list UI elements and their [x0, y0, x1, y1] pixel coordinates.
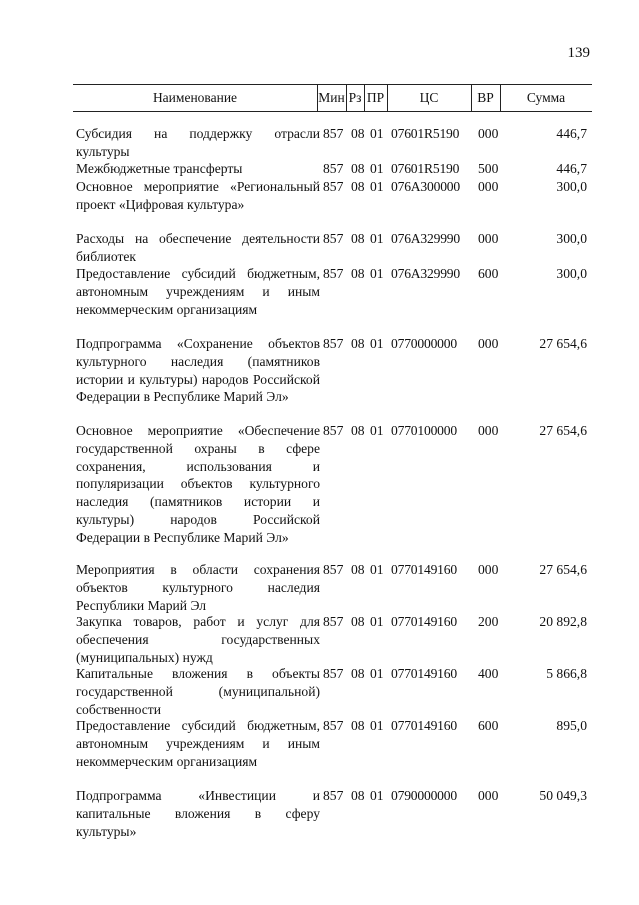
row-rz: 08: [351, 126, 365, 141]
row-rz: 08: [351, 266, 365, 281]
row-vr: 000: [478, 336, 499, 351]
row-rz: 08: [351, 718, 365, 733]
row-pr: 01: [370, 126, 384, 141]
row-pr: 01: [370, 562, 384, 577]
row-sum: 446,7: [556, 161, 587, 176]
row-min: 857: [323, 231, 344, 246]
row-cs: 0770149160: [391, 666, 457, 681]
row-name: Капитальные вложения в объекты государственной (муниципальной) собственности: [76, 666, 320, 717]
row-rz: 08: [351, 614, 365, 629]
row-vr: 200: [478, 614, 499, 629]
row-vr: 500: [478, 161, 499, 176]
row-cs: 0770149160: [391, 718, 457, 733]
row-vr: 600: [478, 718, 499, 733]
row-cs: 07601R5190: [391, 161, 460, 176]
row-min: 857: [323, 423, 344, 438]
row-vr: 000: [478, 179, 499, 194]
row-pr: 01: [370, 161, 384, 176]
row-sum: 5 866,8: [546, 666, 587, 681]
row-sum: 300,0: [556, 179, 587, 194]
row-pr: 01: [370, 179, 384, 194]
row-min: 857: [323, 179, 344, 194]
row-name: Подпрограмма «Инвестиции и капитальные вложения в сферу культуры»: [76, 788, 320, 839]
row-pr: 01: [370, 423, 384, 438]
row-rz: 08: [351, 562, 365, 577]
row-name: Подпрограмма «Сохранение объектов культурного наследия (памятников истории и культуры) народов Российской Федерации в Республике Марий Эл»: [76, 336, 320, 405]
row-name: Основное мероприятие «Региональный проект «Цифровая культура»: [76, 179, 320, 212]
row-name: Межбюджетные трансферты: [76, 161, 243, 176]
row-cs: 07601R5190: [391, 126, 460, 141]
row-min: 857: [323, 161, 344, 176]
row-rz: 08: [351, 161, 365, 176]
row-cs: 0770000000: [391, 336, 457, 351]
row-sum: 300,0: [556, 231, 587, 246]
row-pr: 01: [370, 666, 384, 681]
row-sum: 20 892,8: [539, 614, 587, 629]
row-rz: 08: [351, 788, 365, 803]
row-rz: 08: [351, 423, 365, 438]
row-sum: 895,0: [556, 718, 587, 733]
row-sum: 27 654,6: [539, 562, 587, 577]
row-min: 857: [323, 336, 344, 351]
row-cs: 0770149160: [391, 614, 457, 629]
row-vr: 400: [478, 666, 499, 681]
row-min: 857: [323, 614, 344, 629]
row-sum: 50 049,3: [539, 788, 587, 803]
page-number: 139: [567, 45, 590, 61]
row-vr: 000: [478, 562, 499, 577]
row-cs: 0790000000: [391, 788, 457, 803]
row-name: Мероприятия в области сохранения объектов культурного наследия Республики Марий Эл: [76, 562, 320, 613]
row-pr: 01: [370, 266, 384, 281]
row-cs: 0770149160: [391, 562, 457, 577]
row-min: 857: [323, 562, 344, 577]
row-name: Предоставление субсидий бюджетным, автономным учреждениям и иным некоммерческим организациям: [76, 718, 320, 769]
row-rz: 08: [351, 666, 365, 681]
row-pr: 01: [370, 231, 384, 246]
table-header: [73, 84, 592, 112]
row-rz: 08: [351, 336, 365, 351]
row-pr: 01: [370, 718, 384, 733]
row-min: 857: [323, 666, 344, 681]
row-min: 857: [323, 788, 344, 803]
row-vr: 600: [478, 266, 499, 281]
header-pr: ПР: [366, 90, 385, 105]
header-name: Наименование: [152, 90, 238, 105]
row-min: 857: [323, 266, 344, 281]
row-min: 857: [323, 718, 344, 733]
row-name: Закупка товаров, работ и услуг для обеспечения государственных (муниципальных) нужд: [76, 614, 320, 665]
row-pr: 01: [370, 336, 384, 351]
row-vr: 000: [478, 788, 499, 803]
header-vr: ВР: [477, 90, 494, 105]
header-sum: Сумма: [526, 90, 566, 105]
header-cs: ЦС: [419, 90, 439, 105]
row-cs: 076A300000: [391, 179, 460, 194]
row-name: Предоставление субсидий бюджетным, автономным учреждениям и иным некоммерческим организациям: [76, 266, 320, 317]
row-vr: 000: [478, 231, 499, 246]
row-pr: 01: [370, 614, 384, 629]
row-cs: 076A329990: [391, 266, 460, 281]
row-rz: 08: [351, 231, 365, 246]
row-sum: 300,0: [556, 266, 587, 281]
row-vr: 000: [478, 423, 499, 438]
row-vr: 000: [478, 126, 499, 141]
header-min: Мин: [318, 90, 345, 105]
row-rz: 08: [351, 179, 365, 194]
row-pr: 01: [370, 788, 384, 803]
row-cs: 0770100000: [391, 423, 457, 438]
row-sum: 446,7: [556, 126, 587, 141]
row-sum: 27 654,6: [539, 336, 587, 351]
row-cs: 076A329990: [391, 231, 460, 246]
row-min: 857: [323, 126, 344, 141]
row-name: Основное мероприятие «Обеспечение государственной охраны в сфере сохранения, использования и популяризации объектов культурного наследия (памятников истории и культуры) народов Российской Федерации в Республике Марий Эл»: [76, 423, 320, 545]
row-name: Субсидия на поддержку отрасли культуры: [76, 126, 320, 159]
header-rz: Рз: [348, 90, 362, 105]
row-sum: 27 654,6: [539, 423, 587, 438]
row-name: Расходы на обеспечение деятельности библиотек: [76, 231, 320, 264]
